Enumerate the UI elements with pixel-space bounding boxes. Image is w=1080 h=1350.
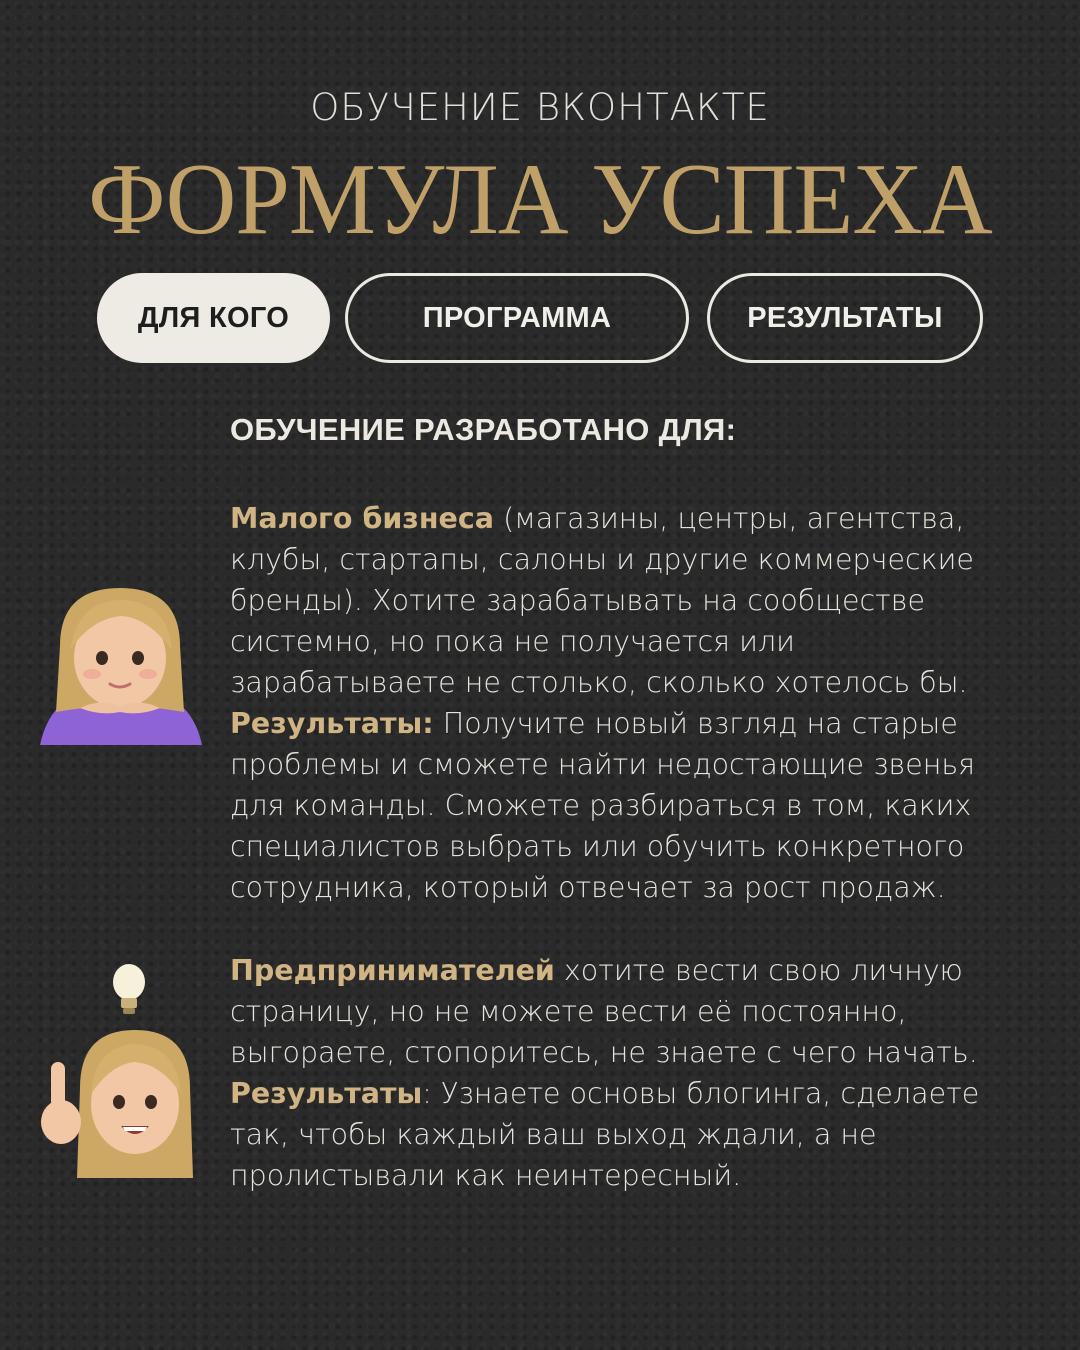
memoji-avatar-idea-icon <box>35 1018 205 1183</box>
lightbulb-icon <box>105 960 153 1020</box>
highlight-entrepreneurs: Предпринимателей <box>230 954 555 987</box>
tab-program[interactable]: ПРОГРАММА <box>345 273 689 363</box>
small-business-results: Получите новый взгляд на старые проблемы и сможете найти недостающие звенья для команды. Сможете разбираться в том, каких специалистов выбрать или обучить конкретного сотрудника, который отвечает за рост продаж. <box>230 707 976 904</box>
results-label: Результаты: <box>230 707 434 740</box>
results-label: Результаты <box>230 1077 423 1110</box>
page-subtitle: ОБУЧЕНИЕ ВКОНТАКТЕ <box>310 86 770 129</box>
tab-for-whom[interactable]: ДЛЯ КОГО <box>97 273 330 363</box>
audience-entrepreneurs <box>230 950 1010 1196</box>
entrepreneurs-results: : Узнаете основы блогинга, сделаете так, чтобы каждый ваш выход ждали, а не пролистывали как неинтересный. <box>230 1077 980 1192</box>
page-title: ФОРМУЛА УСПЕХА <box>88 143 992 256</box>
entrepreneurs-description: хотите вести свою личную страницу, но не можете вести её постоянно, выгораете, стопоритесь, не знаете с чего начать. <box>230 954 978 1069</box>
highlight-small-business: Малого бизнеса <box>230 502 495 535</box>
tab-results[interactable]: РЕЗУЛЬТАТЫ <box>707 273 983 363</box>
section-heading: ОБУЧЕНИЕ РАЗРАБОТАНО ДЛЯ: <box>230 412 737 447</box>
small-business-description: (магазины, центры, агентства, клубы, стартапы, салоны и другие коммерческие бренды). Хотите зарабатывать на сообществе системно, но пока не получается или зарабатываете не столько, сколько хотелось бы. <box>230 502 974 699</box>
memoji-avatar-chin-rest-icon <box>30 580 210 750</box>
audience-small-business <box>230 498 1010 908</box>
